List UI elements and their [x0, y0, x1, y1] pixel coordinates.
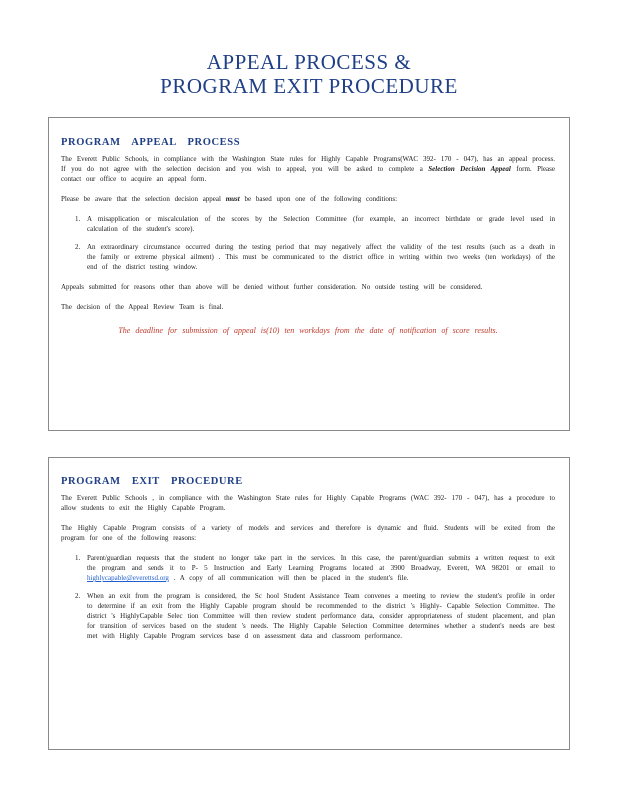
appeal-condition-1: 1. A misapplication or miscalculation of the scores by the Selection Committee (for example, an incorrect birthdate or grade level used in calculation of the student's score).: [85, 214, 555, 234]
appeal-conditions-intro: [61, 194, 555, 204]
title-line-2: PROGRAM EXIT PROCEDURE: [160, 74, 458, 98]
title-line-1: APPEAL PROCESS &: [206, 50, 412, 74]
exit-reason-2: 2. When an exit from the program is considered, the Sc hool Student Assistance Team convenes a meeting to review the student's profile in order to determine if an exit from the Highly Capable program should be recommended to the district 's Highly- Capable Selection Committee. The district 's HighlyCapable Selec tion Committee will then review student performance data, consider appropriateness of student placement, and plan for transition of services based on the student 's needs. The Highly Capable Selection Committee determines whether a student's needs are best met with Highly Capable Program services base d on assessment data and classroom performance.: [85, 591, 555, 641]
exit-procedure-section: [48, 457, 570, 750]
appeal-process-section: [48, 117, 570, 431]
appeal-final-note: The decision of the Appeal Review Team is final.: [61, 303, 224, 311]
appeal-heading: PROGRAM APPEAL PROCESS: [61, 137, 241, 148]
appeal-deadline: The deadline for submission of appeal is(10) ten workdays from the date of notification of score results.: [118, 326, 498, 335]
appeal-intro-text-b: form. Please contact our office to acquire an appeal form.: [61, 165, 555, 183]
exit-reason-1-text-a: Parent/guardian requests that the student no longer take part in the services. In this case, the parent/guardian submits a written request to exit the program and sends it to P- 5 Instruction and Early Learning Programs located at 3900 Broadway, Everett, WA 98201 or email to: [87, 554, 555, 572]
aware-must: must: [225, 195, 240, 203]
appeal-intro-text-a: The Everett Public Schools, in compliance with the Washington State rules for Highly Capable Programs(WAC 392- 170 - 047), has an appeal process. If you do not agree with the selection decision and you wish to appeal, you will be asked to complete a: [61, 155, 555, 173]
appeal-form-name: Selection Decision Appeal: [428, 165, 511, 173]
exit-reasons-list: [61, 553, 555, 641]
exit-program-description: The Highly Capable Program consists of a variety of models and services and therefore is dynamic and fluid. Students will be exited from the program for one of the following reasons:: [61, 524, 555, 542]
appeal-conditions-list: [61, 214, 555, 272]
appeal-denied-note: Appeals submitted for reasons other than above will be denied without further consideration. No outside testing will be considered.: [61, 283, 483, 291]
exit-intro: The Everett Public Schools , in compliance with the Washington State rules for Highly Capable Programs (WAC 392- 170 - 047), has a procedure to allow students to exit the Highly Capable Program.: [61, 494, 555, 512]
exit-reason-1: [85, 553, 555, 583]
appeal-condition-2: 2. An extraordinary circumstance occurred during the testing period that may negatively affect the validity of the test results (such as a death in the family or extreme physical ailment) . This must be communicated to the district office in writing within two weeks (ten workdays) of the end of the district testing window.: [85, 242, 555, 272]
exit-reason-1-text-b: . A copy of all communication will then be placed in the student's file.: [168, 574, 409, 582]
exit-heading: PROGRAM EXIT PROCEDURE: [61, 476, 243, 487]
aware-text-b: be based upon one of the following conditions:: [239, 195, 398, 203]
appeal-intro: [61, 154, 555, 184]
email-link[interactable]: highlycapable@everettsd.org: [87, 574, 169, 582]
aware-text-a: Please be aware that the selection decision appeal: [61, 195, 226, 203]
document-title: [0, 50, 618, 98]
